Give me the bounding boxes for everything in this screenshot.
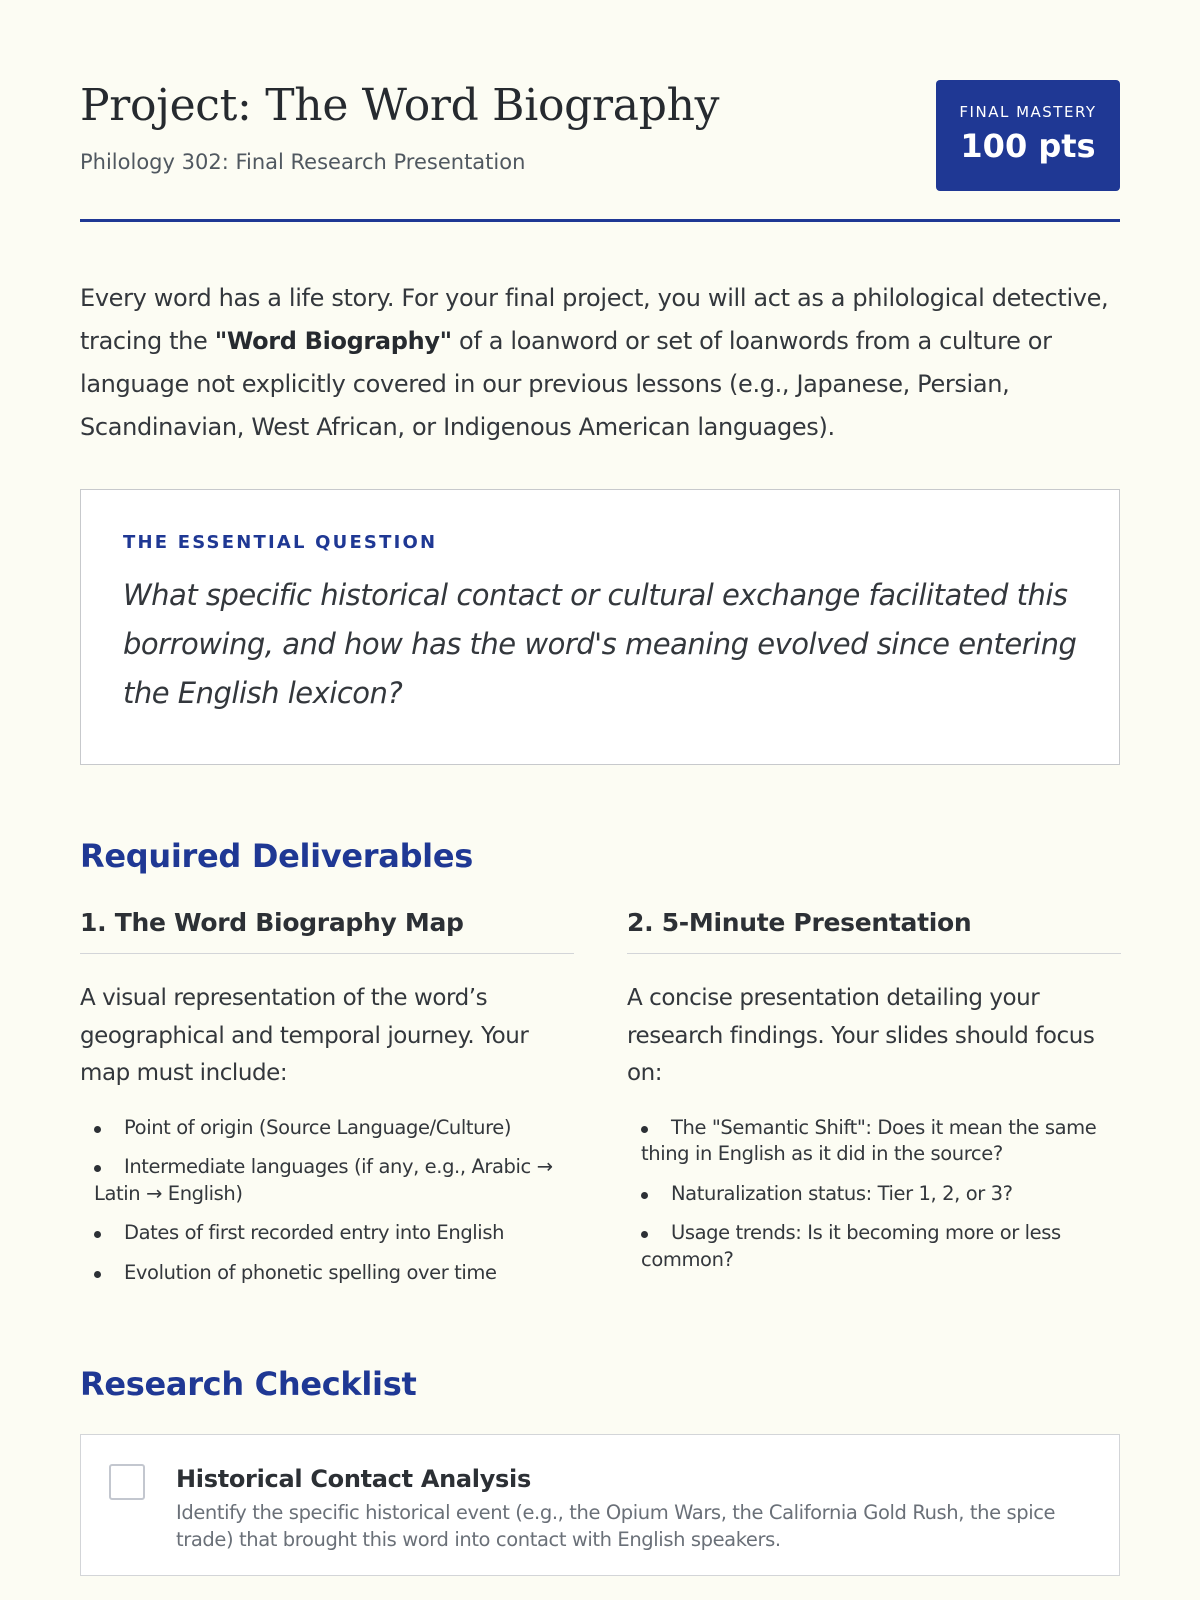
- bullet-item: Naturalization status: Tier 1, 2, or 3?: [641, 1181, 1121, 1208]
- bullet-item: Evolution of phonetic spelling over time: [94, 1260, 574, 1287]
- bullet-item: Intermediate languages (if any, e.g., Arabic → Latin → English): [94, 1154, 574, 1207]
- checklist-checkbox[interactable]: [109, 1464, 145, 1500]
- deliverable-title: 2. 5-Minute Presentation: [627, 908, 1121, 954]
- page-title: Project: The Word Biography: [80, 80, 720, 131]
- essential-question-label: THE ESSENTIAL QUESTION: [123, 532, 438, 553]
- deliverable-description: A visual representation of the word’s geographical and temporal journey. Your map must include:: [80, 985, 529, 1086]
- deliverable-description: A concise presentation detailing your research findings. Your slides should focus on:: [627, 985, 1095, 1086]
- points-badge: [936, 80, 1120, 191]
- deliverable-title: 1. The Word Biography Map: [80, 908, 574, 954]
- deliverable-presentation: [627, 908, 1121, 1286]
- essential-question-text: What specific historical contact or cultural exchange facilitated this borrowing, and how has the word's meaning evolved since entering the English lexicon?: [123, 578, 1077, 710]
- checklist-item-historical-contact: [80, 1434, 1120, 1576]
- page-header: [80, 0, 1120, 222]
- deliverable-bullet-list: [80, 1115, 574, 1287]
- intro-text-start: Every word has a life story. For your final project, you will act as a philological detective, tracing the: [80, 284, 1109, 355]
- bullet-item: Point of origin (Source Language/Culture): [94, 1115, 574, 1142]
- intro-text-end: of a loanword or set of loanwords from a culture or language not explicitly covered in our previous lessons (e.g., Japanese, Persian, Scandinavian, West African, or Indigenous American languages).: [80, 327, 1052, 441]
- badge-points-value: 100 pts: [960, 127, 1096, 165]
- bullet-item: The "Semantic Shift": Does it mean the same thing in English as it did in the source?: [641, 1115, 1121, 1168]
- bullet-item: Usage trends: Is it becoming more or less common?: [641, 1220, 1121, 1273]
- essential-question-box: [80, 489, 1120, 765]
- deliverables-heading: Required Deliverables: [80, 837, 473, 875]
- course-subtitle: Philology 302: Final Research Presentation: [80, 150, 526, 174]
- bullet-item: Dates of first recorded entry into English: [94, 1220, 574, 1247]
- badge-label: FINAL MASTERY: [959, 103, 1097, 121]
- checklist-item-description: Identify the specific historical event (e.g., the Opium Wars, the California Gold Rush, the spice trade) that brought this word into contact with English speakers.: [176, 1501, 1056, 1551]
- checklist-heading: Research Checklist: [80, 1365, 417, 1403]
- intro-emphasis: "Word Biography": [214, 327, 452, 355]
- intro-paragraph: [80, 277, 1120, 449]
- deliverable-map: [80, 908, 574, 1299]
- deliverable-bullet-list: [627, 1115, 1121, 1274]
- checklist-item-title: Historical Contact Analysis: [176, 1465, 531, 1493]
